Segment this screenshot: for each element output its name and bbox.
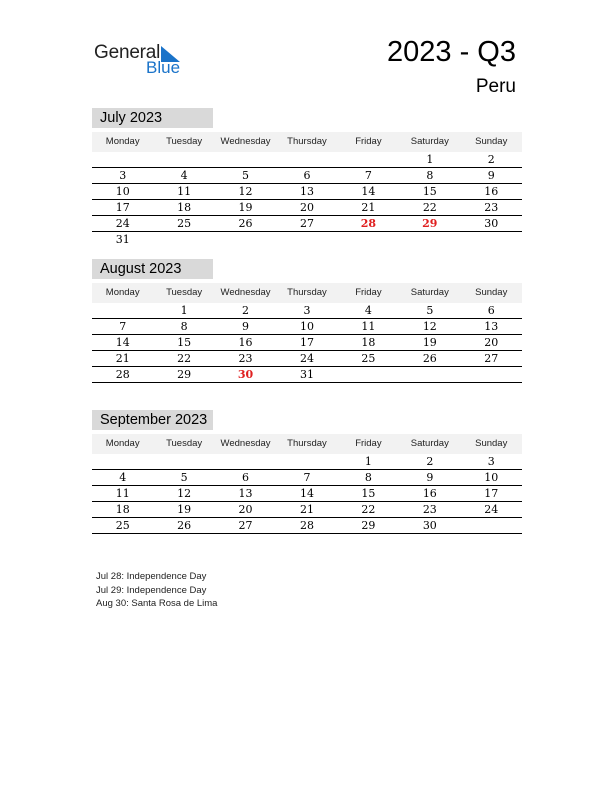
day-cell: 30 xyxy=(422,519,437,532)
day-cell xyxy=(153,454,214,469)
day-cell: 22 xyxy=(422,201,437,214)
day-cell xyxy=(338,367,399,382)
day-cell: 12 xyxy=(422,320,437,333)
day-cell: 11 xyxy=(361,320,376,333)
day-cell: 10 xyxy=(484,471,499,484)
day-cell: 24 xyxy=(115,217,130,230)
day-cell: 15 xyxy=(422,185,437,198)
weekday-label: Thursday xyxy=(287,287,327,298)
week-row xyxy=(92,200,522,216)
weekday-header xyxy=(92,434,522,454)
day-cell: 15 xyxy=(361,487,376,500)
day-cell: 14 xyxy=(299,487,314,500)
day-cell: 9 xyxy=(487,169,495,182)
day-cell: 15 xyxy=(177,336,192,349)
day-cell: 17 xyxy=(484,487,499,500)
day-cell: 4 xyxy=(119,471,127,484)
day-cell: 1 xyxy=(426,153,434,166)
day-cell: 14 xyxy=(361,185,376,198)
day-cell xyxy=(215,152,276,167)
weekday-label: Monday xyxy=(105,287,140,298)
day-cell: 17 xyxy=(299,336,314,349)
week-rows xyxy=(92,303,522,383)
week-row xyxy=(92,502,522,518)
day-cell: 10 xyxy=(115,185,130,198)
weekday-label: Friday xyxy=(355,438,382,449)
day-cell: 18 xyxy=(115,503,130,516)
weekday-label: Tuesday xyxy=(166,287,203,298)
day-cell: 3 xyxy=(119,169,127,182)
day-cell: 23 xyxy=(238,352,253,365)
day-cell: 27 xyxy=(299,217,314,230)
weekday-label: Saturday xyxy=(410,136,449,147)
day-cell xyxy=(338,152,399,167)
day-cell: 29 xyxy=(177,368,192,381)
day-cell xyxy=(215,454,276,469)
day-cell: 5 xyxy=(426,304,434,317)
day-cell: 23 xyxy=(422,503,437,516)
day-cell: 1 xyxy=(180,304,188,317)
day-cell: 20 xyxy=(238,503,253,516)
day-cell: 14 xyxy=(115,336,130,349)
weekday-label: Monday xyxy=(105,136,140,147)
day-cell: 8 xyxy=(180,320,188,333)
day-cell: 4 xyxy=(364,304,372,317)
day-cell: 13 xyxy=(238,487,253,500)
month-block-september xyxy=(92,410,522,534)
day-cell: 2 xyxy=(426,455,434,468)
month-block-july xyxy=(92,108,522,248)
week-row xyxy=(92,518,522,534)
day-cell: 18 xyxy=(361,336,376,349)
week-row xyxy=(92,303,522,319)
day-cell: 28 xyxy=(115,368,130,381)
logo-blue-text: Blue xyxy=(146,58,181,77)
day-cell: 22 xyxy=(177,352,192,365)
day-cell: 19 xyxy=(177,503,192,516)
weekday-label: Wednesday xyxy=(220,438,271,449)
day-cell: 6 xyxy=(242,471,250,484)
day-cell: 26 xyxy=(238,217,253,230)
holiday-notes xyxy=(96,570,217,611)
day-cell: 27 xyxy=(484,352,499,365)
day-cell: 12 xyxy=(177,487,192,500)
day-cell: 12 xyxy=(238,185,253,198)
day-cell xyxy=(92,152,153,167)
week-row xyxy=(92,351,522,367)
day-cell: 8 xyxy=(426,169,434,182)
day-cell xyxy=(153,152,214,167)
week-row xyxy=(92,319,522,335)
day-cell: 7 xyxy=(303,471,311,484)
weekday-label: Friday xyxy=(355,136,382,147)
day-cell: 2 xyxy=(242,304,250,317)
week-rows xyxy=(92,454,522,534)
quarter-title: 2023 - Q3 xyxy=(387,36,516,68)
week-rows xyxy=(92,152,522,248)
day-cell: 17 xyxy=(115,201,130,214)
weekday-label: Thursday xyxy=(287,136,327,147)
weekday-header xyxy=(92,283,522,303)
day-cell: 24 xyxy=(299,352,314,365)
weekday-label: Thursday xyxy=(287,438,327,449)
day-cell: 7 xyxy=(364,169,372,182)
day-cell: 16 xyxy=(238,336,253,349)
weekday-label: Sunday xyxy=(475,136,508,147)
day-cell: 5 xyxy=(180,471,188,484)
day-cell: 18 xyxy=(177,201,192,214)
day-cell: 6 xyxy=(303,169,311,182)
day-cell: 26 xyxy=(177,519,192,532)
weekday-label: Tuesday xyxy=(166,438,203,449)
day-cell: 8 xyxy=(364,471,372,484)
day-cell: 1 xyxy=(364,455,372,468)
day-cell xyxy=(276,232,337,248)
week-row xyxy=(92,216,522,232)
day-cell: 3 xyxy=(487,455,495,468)
day-cell: 6 xyxy=(487,304,495,317)
day-cell: 30 xyxy=(484,217,499,230)
day-cell: 2 xyxy=(487,153,495,166)
weekday-label: Wednesday xyxy=(220,136,271,147)
day-cell: 25 xyxy=(361,352,376,365)
weekday-label: Sunday xyxy=(475,287,508,298)
day-cell: 16 xyxy=(484,185,499,198)
generalblue-logo xyxy=(94,42,194,78)
day-cell: 13 xyxy=(484,320,499,333)
day-cell xyxy=(399,367,460,382)
week-row xyxy=(92,454,522,470)
day-cell: 26 xyxy=(422,352,437,365)
day-cell: 9 xyxy=(426,471,434,484)
weekday-label: Monday xyxy=(105,438,140,449)
week-row xyxy=(92,335,522,351)
week-row xyxy=(92,486,522,502)
day-cell xyxy=(338,232,399,248)
day-cell xyxy=(215,232,276,248)
day-cell: 21 xyxy=(299,503,314,516)
day-cell xyxy=(92,303,153,318)
day-cell: 19 xyxy=(422,336,437,349)
month-label: September 2023 xyxy=(92,410,213,430)
day-cell: 28 xyxy=(360,217,377,230)
holiday-note: Jul 28: Independence Day xyxy=(96,571,207,582)
country-name: Peru xyxy=(475,76,516,97)
day-cell: 25 xyxy=(115,519,130,532)
day-cell xyxy=(461,518,522,533)
day-cell: 29 xyxy=(422,217,438,230)
week-row xyxy=(92,470,522,486)
weekday-label: Saturday xyxy=(410,287,449,298)
day-cell xyxy=(461,232,522,248)
weekday-label: Saturday xyxy=(410,438,449,449)
week-row xyxy=(92,168,522,184)
week-row xyxy=(92,367,522,383)
day-cell: 5 xyxy=(242,169,250,182)
day-cell: 13 xyxy=(299,185,314,198)
day-cell: 20 xyxy=(299,201,314,214)
day-cell: 30 xyxy=(237,368,254,381)
day-cell: 21 xyxy=(361,201,376,214)
logo-general-text: General xyxy=(94,42,161,63)
day-cell: 29 xyxy=(361,519,376,532)
day-cell: 21 xyxy=(115,352,130,365)
day-cell xyxy=(276,152,337,167)
day-cell: 20 xyxy=(484,336,499,349)
day-cell: 11 xyxy=(177,185,192,198)
weekday-label: Wednesday xyxy=(220,287,271,298)
day-cell: 19 xyxy=(238,201,253,214)
day-cell: 23 xyxy=(484,201,499,214)
holiday-note: Aug 30: Santa Rosa de Lima xyxy=(96,598,218,609)
day-cell xyxy=(461,367,522,382)
weekday-header xyxy=(92,132,522,152)
week-row xyxy=(92,232,522,248)
month-label: August 2023 xyxy=(92,259,213,279)
day-cell: 7 xyxy=(119,320,127,333)
day-cell: 28 xyxy=(299,519,314,532)
holiday-note: Jul 29: Independence Day xyxy=(96,584,207,596)
day-cell: 25 xyxy=(177,217,192,230)
day-cell: 24 xyxy=(484,503,499,516)
day-cell: 31 xyxy=(115,233,130,246)
weekday-label: Sunday xyxy=(475,438,508,449)
day-cell: 10 xyxy=(299,320,314,333)
day-cell xyxy=(399,232,460,248)
day-cell: 11 xyxy=(115,487,130,500)
week-row xyxy=(92,152,522,168)
day-cell: 3 xyxy=(303,304,311,317)
day-cell: 31 xyxy=(299,368,314,381)
day-cell: 4 xyxy=(180,169,188,182)
weekday-label: Friday xyxy=(355,287,382,298)
day-cell xyxy=(153,232,214,248)
day-cell: 27 xyxy=(238,519,253,532)
month-block-august xyxy=(92,259,522,383)
weekday-label: Tuesday xyxy=(166,136,203,147)
day-cell: 22 xyxy=(361,503,376,516)
day-cell: 9 xyxy=(242,320,250,333)
day-cell: 16 xyxy=(422,487,437,500)
week-row xyxy=(92,184,522,200)
day-cell xyxy=(276,454,337,469)
day-cell xyxy=(92,454,153,469)
month-label: July 2023 xyxy=(92,108,213,128)
